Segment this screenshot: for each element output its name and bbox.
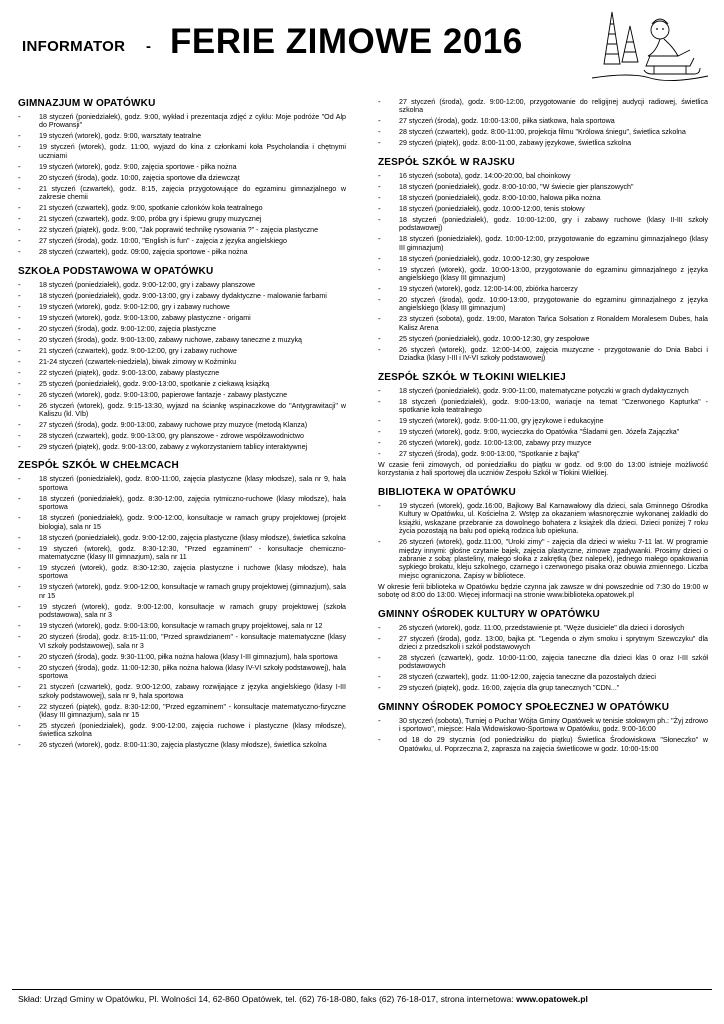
bullet-dash: - <box>18 720 21 730</box>
event-text: 18 styczeń (poniedziałek), godz. 10:00-12:00, przygotowanie do egzaminu gimnazjalnego (klasy III gimnazjum) <box>399 235 708 252</box>
event-item <box>18 174 346 182</box>
bullet-dash: - <box>18 367 21 377</box>
bullet-dash: - <box>18 236 21 246</box>
event-text: 28 styczeń (czwartek), godz. 11:00-12:00, zajęcia taneczne dla pozostałych dzieci <box>399 673 656 682</box>
event-item <box>18 336 346 344</box>
event-item <box>378 624 708 632</box>
footer-website-link[interactable]: www.opatowek.pl <box>516 994 588 1004</box>
bullet-dash: - <box>18 214 21 224</box>
event-item <box>378 417 708 425</box>
event-text: 18 styczeń (poniedziałek), godz. 8:00-11:00, zajęcia plastyczne (klasy młodsze), sala nr 9, hala sportowa <box>39 475 346 492</box>
event-text: 23 styczeń (sobota), godz. 19:00, Maraton Tańca Solsation z Ronaldem Moralesem Dubes, hala Kalisz Arena <box>399 315 708 332</box>
bullet-dash: - <box>18 431 21 441</box>
event-item <box>18 325 346 333</box>
bullet-dash: - <box>378 385 381 395</box>
event-text: 18 styczeń (poniedziałek), godz. 9:00-12:00, gry i zabawy planszowe <box>39 280 256 289</box>
bullet-dash: - <box>18 513 21 523</box>
event-text: 29 styczeń (piątek), godz. 9:00-13:00, zabawy z wykorzystaniem tablicy interaktywnej <box>39 443 308 452</box>
section-szkola-podstawowa-w-opatowku <box>18 266 346 452</box>
event-item <box>378 450 708 458</box>
bullet-dash: - <box>18 474 21 484</box>
event-list <box>18 475 346 749</box>
event-item <box>378 387 708 395</box>
event-text: 18 styczeń (poniedziałek), godz. 10:00-12:30, gry zespołowe <box>399 254 590 263</box>
bullet-dash: - <box>18 142 21 152</box>
event-text: 29 styczeń (piątek), godz. 8:00-11:00, zabawy językowe, świetlica szkolna <box>399 139 632 148</box>
event-text: 26 styczeń (wtorek), godz. 9:00-13:00, papierowe fantazje - zabawy plastyczne <box>39 390 288 399</box>
bullet-dash: - <box>378 416 381 426</box>
header-dash: - <box>146 38 151 55</box>
event-text: 26 styczeń (wtorek), godz. 9:15-13:30, wyjazd na ściankę wspinaczkowe do "Antygrawitacji" w Kaliszu (kl. VIb) <box>39 401 346 419</box>
page-footer <box>18 994 710 1004</box>
section-note: W czasie ferii zimowych, od poniedziałku do piątku w godz. od 9:00 do 13:00 istnieje możliwość korzystania z hali sportowej dla uczniów Zespołu Szkół w Tłokini Wielkiej. <box>378 461 708 478</box>
bullet-dash: - <box>18 112 21 121</box>
event-item <box>18 204 346 212</box>
event-text: 22 styczeń (piątek), godz. 9:00, "Jak poprawić technikę rysowania ?" - zajęcia plastyczne <box>39 226 319 235</box>
event-list <box>378 502 708 580</box>
event-text: 20 styczeń (środa), godz. 11:00-12:30, piłka nożna halowa (klasy IV-VI szkoły podstawowej), hala sportowa <box>39 663 346 681</box>
event-item <box>378 335 708 343</box>
left-column <box>18 98 346 759</box>
event-item <box>18 113 346 130</box>
event-text: 26 styczeń (wtorek), godz. 12:00-14:00, zajęcia muzyczne - przygotowanie do Dnia Babci i Dziadka (klasy I-III i IV-VI szkoły podstawowej) <box>399 345 708 363</box>
event-text: 20 styczeń (środa), godz. 8:15-11:00, "Przed sprawdzianem" - konsultacje matematyczne (klasy VI szkoły podstawowej), sala nr 3 <box>39 633 346 650</box>
section-title: GIMNAZJUM W OPATÓWKU <box>18 98 156 109</box>
event-text: 22 styczeń (piątek), godz. 8:30-12:00, "Przed egzaminem" - konsultacje matematyczno-fizyczne (klasy III gimnazjum), sala nr 15 <box>39 702 346 719</box>
event-item <box>18 633 346 650</box>
event-item <box>378 194 708 202</box>
event-text: 19 styczeń (wtorek), godz. 9:00, zajęcia sportowe - piłka nożna <box>39 162 237 171</box>
event-text: 26 styczeń (wtorek), godz.11:00, "Uroki zimy" - zajęcia dla dzieci w wieku 7-11 lat. W programie między innymi: głośne czytanie bajek, zajęcia plastyczne, zimowe zgadywanki. Prosimy dzieci o zabranie z sobą: plasteliny, małego słoika z zakrętką (bez nalepek), jednego małego opakowania sypkiego brokatu, kleju szkolnego, czarnego i czerwonego pisaka oraz obuwia zmiennego. Liczba miejsc ograniczona. Zapisy w bibliotece. <box>399 538 708 580</box>
informator-label: INFORMATOR <box>22 38 126 55</box>
event-item <box>378 296 708 313</box>
bullet-dash: - <box>18 345 21 355</box>
bullet-dash: - <box>378 138 381 148</box>
bullet-dash: - <box>378 622 381 632</box>
event-text: 19 styczeń (wtorek), godz. 9:00-12:00, konsultacje w ramach grupy projektowej (gimnazjum), sala nr 15 <box>39 583 346 600</box>
event-item <box>378 205 708 213</box>
section-title: SZKOŁA PODSTAWOWA W OPATÓWKU <box>18 265 214 277</box>
event-item <box>18 215 346 223</box>
section-title: GMINNY OŚRODEK POMOCY SPOŁECZNEJ W OPATÓWKU <box>378 701 670 713</box>
bullet-dash: - <box>18 662 21 672</box>
section-note: W okresie ferii biblioteka w Opatówku będzie czynna jak zawsze w dni powszednie od 7:30 do 19:00 w sobotę od 8:00 do 13:00. Więcej informacji na stronie www.biblioteka.opatowek.pl <box>378 582 708 600</box>
section-gminny-osrodek-kultury-w-opatowku <box>378 609 708 693</box>
section-title: ZESPÓŁ SZKÓŁ W RAJSKU <box>378 156 515 168</box>
bullet-dash: - <box>18 290 21 300</box>
event-item <box>378 717 708 734</box>
bullet-dash: - <box>378 192 381 202</box>
event-text: 18 styczeń (poniedziałek), godz. 8:30-12:00, zajęcia rytmiczno-ruchowe (klasy młodsze), hala sportowa <box>39 494 346 512</box>
bullet-dash: - <box>18 172 21 182</box>
event-text: 26 styczeń (wtorek), godz. 11:00, przedstawienie pt. "Węże dusiciele" dla dzieci i dorosłych <box>399 623 685 632</box>
event-item <box>18 514 346 531</box>
event-item <box>18 380 346 388</box>
event-item <box>378 266 708 283</box>
bullet-dash: - <box>378 396 381 406</box>
event-list <box>378 624 708 693</box>
bullet-dash: - <box>378 715 381 725</box>
bullet-dash: - <box>18 621 21 631</box>
event-text: 19 styczeń (wtorek), godz. 9:00, warsztaty teatralne <box>39 132 202 141</box>
event-text: 29 styczeń (piątek), godz. 16:00, zajęcia dla grup tanecznych "CDN..." <box>399 684 620 693</box>
event-list <box>18 281 346 452</box>
bullet-dash: - <box>18 400 21 410</box>
event-item <box>18 432 346 440</box>
event-item <box>18 281 346 289</box>
event-item <box>378 428 708 436</box>
event-text: 28 styczeń (czwartek), godz. 9:00-13:00, gry planszowe - zdrowe współzawodnictwo <box>39 432 304 441</box>
event-item <box>18 402 346 419</box>
event-text: 25 styczeń (poniedziałek), godz. 10:00-12:30, gry zespołowe <box>399 334 590 343</box>
event-text: od 18 do 29 stycznia (od poniedziałku do piątku) Świetlica Środowiskowa "Słoneczko" w Opatówku, ul. Poprzeczna 2, zaprasza na zajęcia świetlicowe w godz. 10:00-15:00 <box>399 736 708 753</box>
event-text: 19 styczeń (wtorek), godz. 10:00-13:00, przygotowanie do egzaminu gimnazjalnego z języka angielskiego (klasy III gimnazjum) <box>399 265 708 283</box>
event-item <box>18 653 346 661</box>
event-text: 19 styczeń (wtorek), godz. 9:00-13:00, zabawy plastyczne - origami <box>39 313 251 322</box>
event-text: 21 styczeń (czwartek), godz. 9:00, spotkanie członków koła teatralnego <box>39 204 263 213</box>
event-text: 20 styczeń (środa), godz. 9:30-11:00, piłka nożna halowa (klasy I-III gimnazjum), hala sportowa <box>39 652 338 661</box>
event-text: 19 styczeń (wtorek), godz. 9:00-13:00, konsultacje w ramach grupy projektowej, sala nr 12 <box>39 622 323 631</box>
bullet-dash: - <box>18 601 21 611</box>
event-list <box>378 172 708 363</box>
event-text: 19 styczeń (wtorek), godz. 9:00, wycieczka do Opatówka "Śladami gen. Józefa Zajączka" <box>399 428 680 437</box>
event-text: 28 styczeń (czwartek), godz. 09:00, zajęcia sportowe - piłka nożna <box>39 248 248 257</box>
event-item <box>18 132 346 140</box>
event-text: 18 styczeń (poniedziałek), godz. 9:00, wykład i prezentacja zdjęć z cyklu: Moje podróże "Od Alp do Prowansji" <box>39 113 346 130</box>
bullet-dash: - <box>18 651 21 661</box>
bullet-dash: - <box>18 312 21 322</box>
event-text: 20 styczeń (środa), godz. 10:00, zajęcia sportowe dla dziewcząt <box>39 173 240 182</box>
bullet-dash: - <box>378 633 381 643</box>
bullet-dash: - <box>378 314 381 324</box>
bullet-dash: - <box>378 500 381 510</box>
event-item <box>378 128 708 136</box>
bullet-dash: - <box>18 247 21 257</box>
event-list <box>378 717 708 753</box>
bullet-dash: - <box>18 356 21 366</box>
event-text: 19 styczeń (wtorek), godz. 8:30-12:30, "Przed egzaminem" - konsultacje chemiczno-matematyczne (klasy III gimnazjum), sala nr 11 <box>39 544 346 562</box>
event-item <box>18 226 346 234</box>
bullet-dash: - <box>378 116 381 126</box>
bullet-dash: - <box>378 264 381 274</box>
event-item <box>378 673 708 681</box>
event-item <box>18 603 346 620</box>
footer-text: Skład: Urząd Gminy w Opatówku, Pl. Wolności 14, 62-860 Opatówek, tel. (62) 76-18-080, faks (62) 76-18-017, strona internetowa: <box>18 994 517 1004</box>
bullet-dash: - <box>378 97 381 106</box>
event-item <box>378 398 708 415</box>
bullet-dash: - <box>18 131 21 141</box>
event-text: 18 styczeń (poniedziałek), godz. 9:00-11:00, matematyczne potyczki w grach dydaktycznych <box>399 386 689 395</box>
event-item <box>18 347 346 355</box>
event-text: 18 styczeń (poniedziałek), godz. 9:00-12:00, zajęcia plastyczne (klasy młodsze), świetlica szkolna <box>39 533 346 542</box>
bullet-dash: - <box>378 333 381 343</box>
bullet-dash: - <box>18 632 21 642</box>
event-text: 27 styczeń (środa), godz. 13:00, bajka pt. "Legenda o złym smoku i sprytnym Szewczyku" dla dzieci z przedszkoli i szkół podstawowych <box>399 634 708 651</box>
bullet-dash: - <box>378 449 381 459</box>
event-text: 28 styczeń (czwartek), godz. 8:00-11:00, projekcja filmu "Królowa śniegu", świetlica szkolna <box>399 128 686 137</box>
event-item <box>18 391 346 399</box>
event-item <box>378 216 708 233</box>
event-item <box>18 564 346 581</box>
bullet-dash: - <box>18 334 21 344</box>
event-item <box>18 163 346 171</box>
event-item <box>18 292 346 300</box>
section-gminny-osrodek-pomocy-spolecznej-w-opatowku <box>378 702 708 753</box>
event-text: 18 styczeń (poniedziałek), godz. 9:00-12:00, konsultacje w ramach grupy projektowej (projekt biologia), sala nr 15 <box>39 514 346 531</box>
event-text: 27 styczeń (środa), godz. 9:00-12:00, przygotowanie do religijnej audycji radiowej, świetlica szkolna <box>399 98 708 115</box>
event-item <box>378 635 708 652</box>
event-item <box>18 722 346 739</box>
event-text: 21 styczeń (czwartek), godz. 9:00-12:00, zabawy rozwijające z języka angielskiego (klasy I-III szkoły podstawowej), sala nr 9, hala sportowa <box>39 683 346 700</box>
event-text: 27 styczeń (środa), godz. 10:00-13:00, piłka siatkowa, hala sportowa <box>399 117 615 126</box>
event-item <box>18 741 346 749</box>
event-list <box>18 113 346 257</box>
event-list <box>378 387 708 459</box>
event-item <box>378 538 708 580</box>
event-item <box>378 183 708 191</box>
event-item <box>18 143 346 160</box>
event-item <box>18 475 346 492</box>
bullet-dash: - <box>378 672 381 682</box>
page-header <box>0 0 724 96</box>
event-item <box>18 545 346 562</box>
event-item <box>378 439 708 447</box>
event-item <box>378 285 708 293</box>
bullet-dash: - <box>378 537 381 547</box>
event-item <box>18 622 346 630</box>
section-title: ZESPÓŁ SZKÓŁ W CHEŁMCACH <box>18 460 179 472</box>
event-item <box>378 502 708 536</box>
event-item <box>18 534 346 542</box>
bullet-dash: - <box>18 532 21 542</box>
bullet-dash: - <box>378 127 381 137</box>
event-text: 22 styczeń (piątek), godz. 9:00-13:00, zabawy plastyczne <box>39 368 220 377</box>
event-text: 25 styczeń (poniedziałek), godz. 9:00-12:00, zajęcia ruchowe i plastyczne (klasy młodsze), świetlica szkolna <box>39 721 346 739</box>
event-text: 27 styczeń (środa), godz. 9:00-13:00, zabawy ruchowe przy muzyce (metodą Klanza) <box>39 421 308 430</box>
bullet-dash: - <box>18 493 21 503</box>
event-list <box>378 98 708 148</box>
event-item <box>18 443 346 451</box>
event-item <box>378 654 708 671</box>
event-text: 20 styczeń (środa), godz. 10:00-13:00, przygotowanie do egzaminu gimnazjalnego z języka angielskiego (klasy III gimnazjum) <box>399 296 708 313</box>
event-text: 18 styczeń (poniedziałek), godz. 9:00-13:00, wariacje na temat "Czerwonego Kapturka" - spotkanie koła teatralnego <box>399 397 708 415</box>
bullet-dash: - <box>18 682 21 692</box>
event-item <box>378 117 708 125</box>
event-text: 27 styczeń (środa), godz. 9:00-13:00, "Spotkanie z bajką" <box>399 450 580 459</box>
event-text: 19 styczeń (wtorek), godz.16:00, Bajkowy Bal Karnawałowy dla dzieci, sala Gminnego Ośrodka Kultury w Opatówku, ul. Kościelna 2. Wstęp za okazaniem własnoręcznie wykonanej zakładki do książki, wskazane przebranie za dowolnego bohatera z książek dla dzieci. Dzieci poniżej 7 roku życia pozostają na balu pod opieką rodzica lub opiekuna. <box>399 501 708 536</box>
bullet-dash: - <box>378 253 381 263</box>
event-item <box>18 664 346 681</box>
bullet-dash: - <box>18 563 21 573</box>
event-text: 20 styczeń (środa), godz. 9:00-12:00, zajęcia plastyczne <box>39 324 217 333</box>
event-text: 19 styczeń (wtorek), godz. 9:00-12:00, gry i zabawy ruchowe <box>39 302 230 311</box>
event-text: 16 styczeń (sobota), godz. 14:00-20:00, bal choinkowy <box>399 171 571 180</box>
bullet-dash: - <box>378 181 381 191</box>
bullet-dash: - <box>378 438 381 448</box>
section-title: GMINNY OŚRODEK KULTURY W OPATÓWKU <box>378 608 600 620</box>
bullet-dash: - <box>18 225 21 235</box>
event-text: 19 styczeń (wtorek), godz. 9:00-11:00, gry językowe i edukacyjne <box>399 417 604 426</box>
bullet-dash: - <box>378 234 381 244</box>
event-text: 19 styczeń (wtorek), godz. 12:00-14:00, zbiórka harcerzy <box>399 285 578 294</box>
event-item <box>18 237 346 245</box>
event-text: 28 styczeń (czwartek), godz. 10:00-11:00, zajęcia taneczne dla dzieci klas 0 oraz I-III szkół podstawowych <box>399 653 708 671</box>
event-item <box>18 421 346 429</box>
event-item <box>378 139 708 147</box>
event-item <box>378 235 708 252</box>
bullet-dash: - <box>18 323 21 333</box>
bullet-dash: - <box>378 427 381 437</box>
section-zespol-szkol-w-rajsku <box>378 157 708 363</box>
right-column <box>378 98 708 762</box>
event-item <box>18 358 346 366</box>
section-title: BIBLIOTEKA W OPATÓWKU <box>378 486 516 498</box>
event-text: 18 styczeń (poniedziałek), godz. 10:00-12:00, tenis stołowy <box>399 204 585 213</box>
event-text: 19 styczeń (wtorek), godz. 8:30-12:30, zajęcia plastyczne i ruchowe (klasy młodsze), hala sportowa <box>39 564 346 581</box>
bullet-dash: - <box>18 442 21 452</box>
event-item <box>18 303 346 311</box>
bullet-dash: - <box>18 183 21 193</box>
bullet-dash: - <box>378 735 381 745</box>
bullet-dash: - <box>378 344 381 354</box>
event-item <box>18 248 346 256</box>
event-text: 27 styczeń (środa), godz. 10:00, "English is fun" - zajęcia z języka angielskiego <box>39 237 287 246</box>
bullet-dash: - <box>18 161 21 171</box>
event-item <box>18 583 346 600</box>
bullet-dash: - <box>18 301 21 311</box>
section-title: ZESPÓŁ SZKÓŁ W TŁOKINI WIELKIEJ <box>378 371 566 383</box>
event-item <box>378 315 708 332</box>
bullet-dash: - <box>18 740 21 750</box>
bullet-dash: - <box>378 295 381 305</box>
section-biblioteka-w-opatowku <box>378 487 708 600</box>
event-text: 21 styczeń (czwartek), godz. 9:00-12:00, gry i zabawy ruchowe <box>39 346 237 355</box>
bullet-dash: - <box>18 543 21 553</box>
bullet-dash: - <box>18 420 21 430</box>
event-item <box>18 703 346 720</box>
bullet-dash: - <box>378 170 381 180</box>
bullet-dash: - <box>378 214 381 224</box>
event-text: 18 styczeń (poniedziałek), godz. 8:00-10:00, "W świecie gier planszowych" <box>399 182 634 191</box>
bullet-dash: - <box>18 582 21 592</box>
event-text: 21 styczeń (czwartek), godz. 8:15, zajęcia przygotowujące do egzaminu gimnazjalnego w zakresie chemii <box>39 184 346 202</box>
event-item <box>378 255 708 263</box>
bullet-dash: - <box>18 389 21 399</box>
event-item <box>378 346 708 363</box>
winter-sled-illustration <box>590 4 710 84</box>
bullet-dash: - <box>18 279 21 289</box>
bullet-dash: - <box>18 701 21 711</box>
event-text: 26 styczeń (wtorek), godz. 10:00-13:00, zabawy przy muzyce <box>399 439 592 448</box>
bullet-dash: - <box>378 652 381 662</box>
event-item <box>378 172 708 180</box>
page-title: FERIE ZIMOWE 2016 <box>170 22 523 61</box>
event-item <box>18 495 346 512</box>
event-text: 26 styczeń (wtorek), godz. 8:00-11:30, zajęcia plastyczne (klasy młodsze), świetlica szkolna <box>39 741 327 750</box>
event-item <box>18 369 346 377</box>
event-text: 19 styczeń (wtorek), godz. 9:00-12:00, konsultacje w ramach grupy projektowej (szkoła podstawowa), sala nr 3 <box>39 602 346 620</box>
event-item <box>18 683 346 700</box>
event-text: 21-24 styczeń (czwartek-niedziela), biwak zimowy w Koźminku <box>39 357 237 366</box>
section-continuation <box>378 98 708 148</box>
event-text: 19 styczeń (wtorek), godz. 11:00, wyjazd do kina z członkami koła Psycholandia i chętnymi uczniami <box>39 143 346 160</box>
event-item <box>378 736 708 753</box>
event-text: 18 styczeń (poniedziałek), godz. 9:00-13:00, gry i zabawy dydaktyczne - malowanie farbami <box>39 291 327 300</box>
event-item <box>18 185 346 202</box>
footer-divider <box>12 989 712 990</box>
bullet-dash: - <box>18 378 21 388</box>
event-item <box>378 98 708 115</box>
bullet-dash: - <box>378 683 381 693</box>
event-text: 20 styczeń (środa), godz. 9:00-13:00, zabawy ruchowe, zabawy taneczne z muzyką <box>39 335 302 344</box>
bullet-dash: - <box>378 284 381 294</box>
section-gimnazjum-w-opatowku <box>18 98 346 257</box>
event-item <box>378 684 708 692</box>
section-zespol-szkol-w-tlokini-wielkiej <box>378 372 708 478</box>
event-text: 25 styczeń (poniedziałek), godz. 9:00-13:00, spotkanie z ciekawą książką <box>39 379 270 388</box>
event-text: 30 styczeń (sobota), Turniej o Puchar Wójta Gminy Opatówek w tenisie stołowym ph.: "Żyj zdrowo i sportowo", miejsce: Hala Widowiskowo-Sportowa w Opatówku, godz. 9:00-16:00 <box>399 716 708 734</box>
section-zespol-szkol-w-chelmcach <box>18 460 346 749</box>
event-text: 21 styczeń (czwartek), godz. 9:00, próba gry i śpiewu grupy muzycznej <box>39 215 262 224</box>
bullet-dash: - <box>378 203 381 213</box>
event-text: 18 styczeń (poniedziałek), godz. 10:00-12:00, gry i zabawy ruchowe (klasy II-III szkoły podstawowej) <box>399 215 708 233</box>
event-item <box>18 314 346 322</box>
event-text: 18 styczeń (poniedziałek), godz. 8:00-10:00, halowa piłka nożna <box>399 193 601 202</box>
bullet-dash: - <box>18 203 21 213</box>
